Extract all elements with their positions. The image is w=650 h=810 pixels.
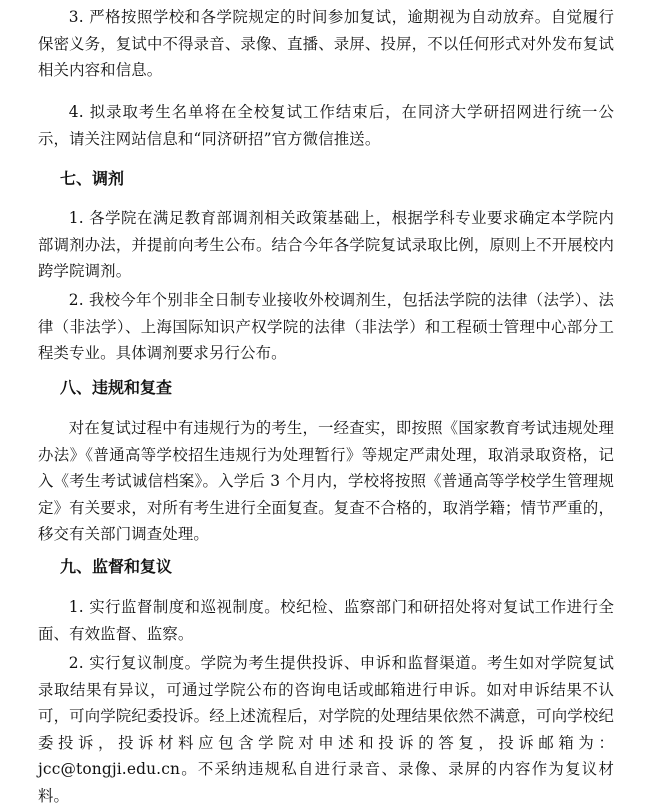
section-heading-supervision-appeal: 九、监督和复议 [60,557,173,576]
section-heading-adjustment: 七、调剂 [60,169,125,188]
paragraph-supervision-system: 1. 实行监督制度和巡视制度。校纪检、监察部门和研招处将对复试工作进行全面、有效监督、监察。 [38,598,614,643]
section-heading-violation-review: 八、违规和复查 [60,378,173,397]
paragraph-appeal-system: 2. 实行复议制度。学院为考生提供投诉、申诉和监督渠道。考生如对学院复试录取结果有异议，可通过学院公布的咨询电话或邮箱进行申诉。如对申诉结果不认可，可向学院纪委投诉。经上述流程后，对学院的处理结果依然不满意，可向学校纪委投诉，投诉材料应包含学院对申述和投诉的答复，投诉邮箱为：jcc@tongji.edu.cn。不采纳违规私自进行录音、录像、录屏的内容作为复议材料。 [38,654,614,805]
paragraph-admission-publicity: 4. 拟录取考生名单将在全校复试工作结束后，在同济大学研招网进行统一公示，请关注网站信息和“同济研招”官方微信推送。 [38,103,614,148]
paragraph-violation-handling: 对在复试过程中有违规行为的考生，一经查实，即按照《国家教育考试违规处理办法》《普通高等学校招生违规行为处理暂行》等规定严肃处理，取消录取资格，记入《考生考试诚信档案》。入学后 3 个月内，学校将按照《普通高等学校学生管理规定》有关要求，对所有考生进行全面复查。复查不合格的，取消学籍；情节严重的，移交有关部门调查处理。 [38,419,614,544]
paragraph-adjustment-policy: 1. 各学院在满足教育部调剂相关政策基础上，根据学科专业要求确定本学院内部调剂办法，并提前向考生公布。结合今年各学院复试录取比例，原则上不开展校内跨学院调剂。 [38,209,614,281]
paragraph-external-adjustment: 2. 我校今年个别非全日制专业接收外校调剂生，包括法学院的法律（法学）、法律（非法学）、上海国际知识产权学院的法律（非法学）和工程硕士管理中心部分工程类专业。具体调剂要求另行公布。 [38,291,614,363]
paragraph-retest-rules: 3. 严格按照学校和各学院规定的时间参加复试，逾期视为自动放弃。自觉履行保密义务，复试中不得录音、录像、直播、录屏、投屏，不以任何形式对外发布复试相关内容和信息。 [38,8,614,80]
